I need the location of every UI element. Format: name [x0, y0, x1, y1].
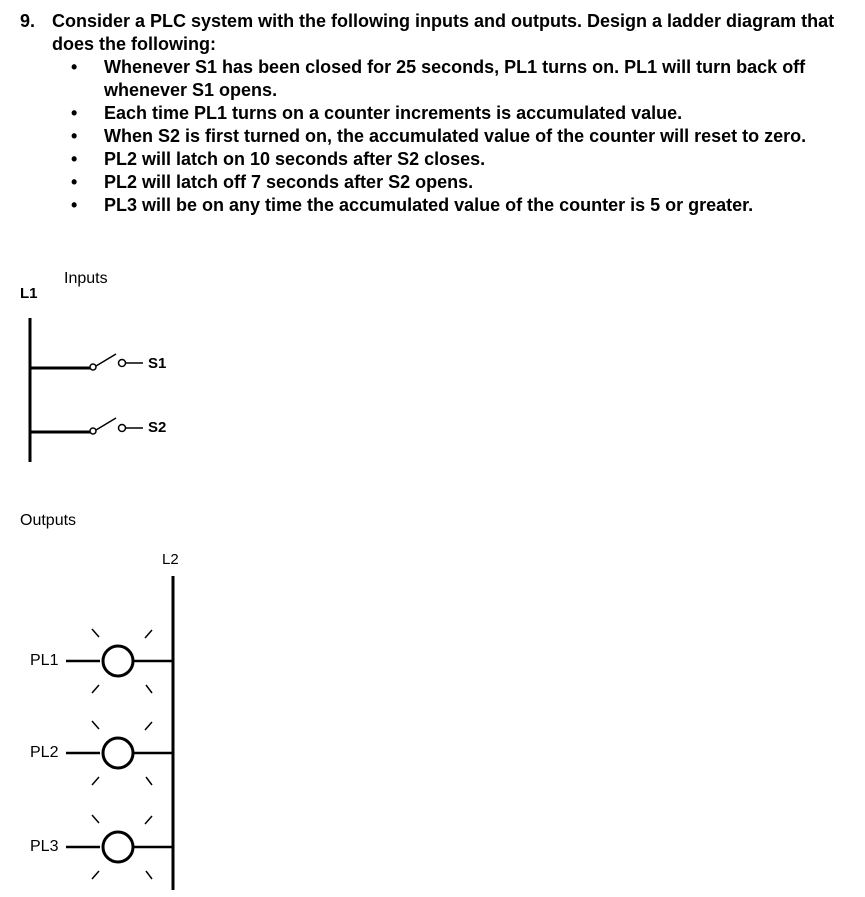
requirement-item: • PL2 will latch off 7 seconds after S2 opens. — [71, 171, 850, 194]
s1-label: S1 — [148, 355, 167, 372]
inputs-label: Inputs — [64, 270, 108, 287]
outputs-diagram — [66, 576, 173, 890]
pl3-label: PL3 — [30, 838, 59, 855]
pl1-lamp — [66, 629, 173, 693]
requirement-item: • When S2 is first turned on, the accumulated value of the counter will reset to zero. — [71, 125, 850, 148]
l1-rail-label: L1 — [20, 285, 38, 302]
requirement-item: • Each time PL1 turns on a counter increments is accumulated value. — [71, 102, 850, 125]
pl2-label: PL2 — [30, 744, 59, 761]
inputs-diagram — [30, 318, 143, 462]
s2-switch — [30, 418, 143, 434]
s1-switch — [30, 354, 143, 370]
s2-label: S2 — [148, 419, 167, 436]
outputs-label: Outputs — [20, 512, 77, 529]
question-number: 9. — [20, 11, 36, 31]
requirement-item: • PL2 will latch on 10 seconds after S2 closes. — [71, 148, 850, 171]
pl1-label: PL1 — [30, 652, 59, 669]
l2-rail-label: L2 — [162, 551, 179, 568]
requirement-item: • Whenever S1 has been closed for 25 seconds, PL1 turns on. PL1 will turn back off whenever S1 opens. — [71, 56, 850, 102]
pl3-lamp — [66, 815, 173, 879]
question-intro: Consider a PLC system with the following inputs and outputs. Design a ladder diagram that does the following: — [52, 11, 835, 54]
requirement-item: • PL3 will be on any time the accumulated value of the counter is 5 or greater. — [71, 194, 850, 217]
pl2-lamp — [66, 721, 173, 785]
